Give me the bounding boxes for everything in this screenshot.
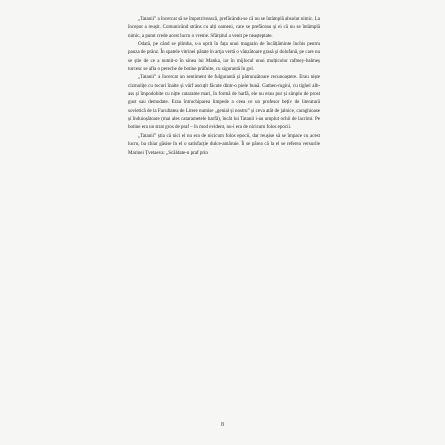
paragraph: „Tatanii” a încercat un sentiment de fulgurantă și pătrunzătoare recunoaștere. Erau niște cizmulițe cu tocuri înalte și vârf ascuțit făcute dintr-o piele bună. Gathen-rugini, cu tighel alb-ass și împodobite cu nițte catarame mari, în formă de harfă, ele nu erau pur și simplu de prost gust sau demodate. Erau întruchiparea limpede a ceea ce un profesor bețiv de literatură sovietică de la Facultatea de Litere numise „genial și nostru” și ceva atât de jalnice, caraghioase și înduioșătoare (mai ales catarametele harfă), încât lui Tatanii i-au umplut ochii de lacrimi. Pe botine era un strat gros de praf – în mod evident, nu-i era de nicicum folos epocii. — [128, 74, 320, 131]
paragraph: Odată, pe când se plimba, s-a oprit în fața unui magazin de încălțăminte închis pentru pauza de prânz. În spatele vitrinei pătate în artja vertă o vânzătoare grasă și dolofană, pe care nu se știe de ce a numit-o în sinea lui Manka, iar în mijlocul unui mulțicolor rafmey-balmeș turcesc se afla o pereche de botine prăfuite, cu sigurantă în gol. — [128, 41, 320, 73]
body-text — [128, 15, 320, 157]
paragraph: „Tatanii” știa că nici el nu era de nicicum folos epocii, dar reușise să se împace cu acest lucru, ba chiar găsise în el o satisfacție dulce-amăruie. Îi se părea că la el se referea versurile Marinei Țvetaeva: „Scăldate-n praf prin — [128, 132, 320, 156]
page-number: 8 — [221, 422, 224, 428]
paragraph: „Tatanii” a încercat să se împotrivească, prefăcându-se că nu se întâmplă absolut nimic. La început a reușit. Comunicând strâns cu alți oameni, care se prefăceau și ei că nu se întâmplă nimic, a putut crede acest lucru o vreme. Sfârșitul a venit pe neașteptate. — [128, 16, 320, 39]
